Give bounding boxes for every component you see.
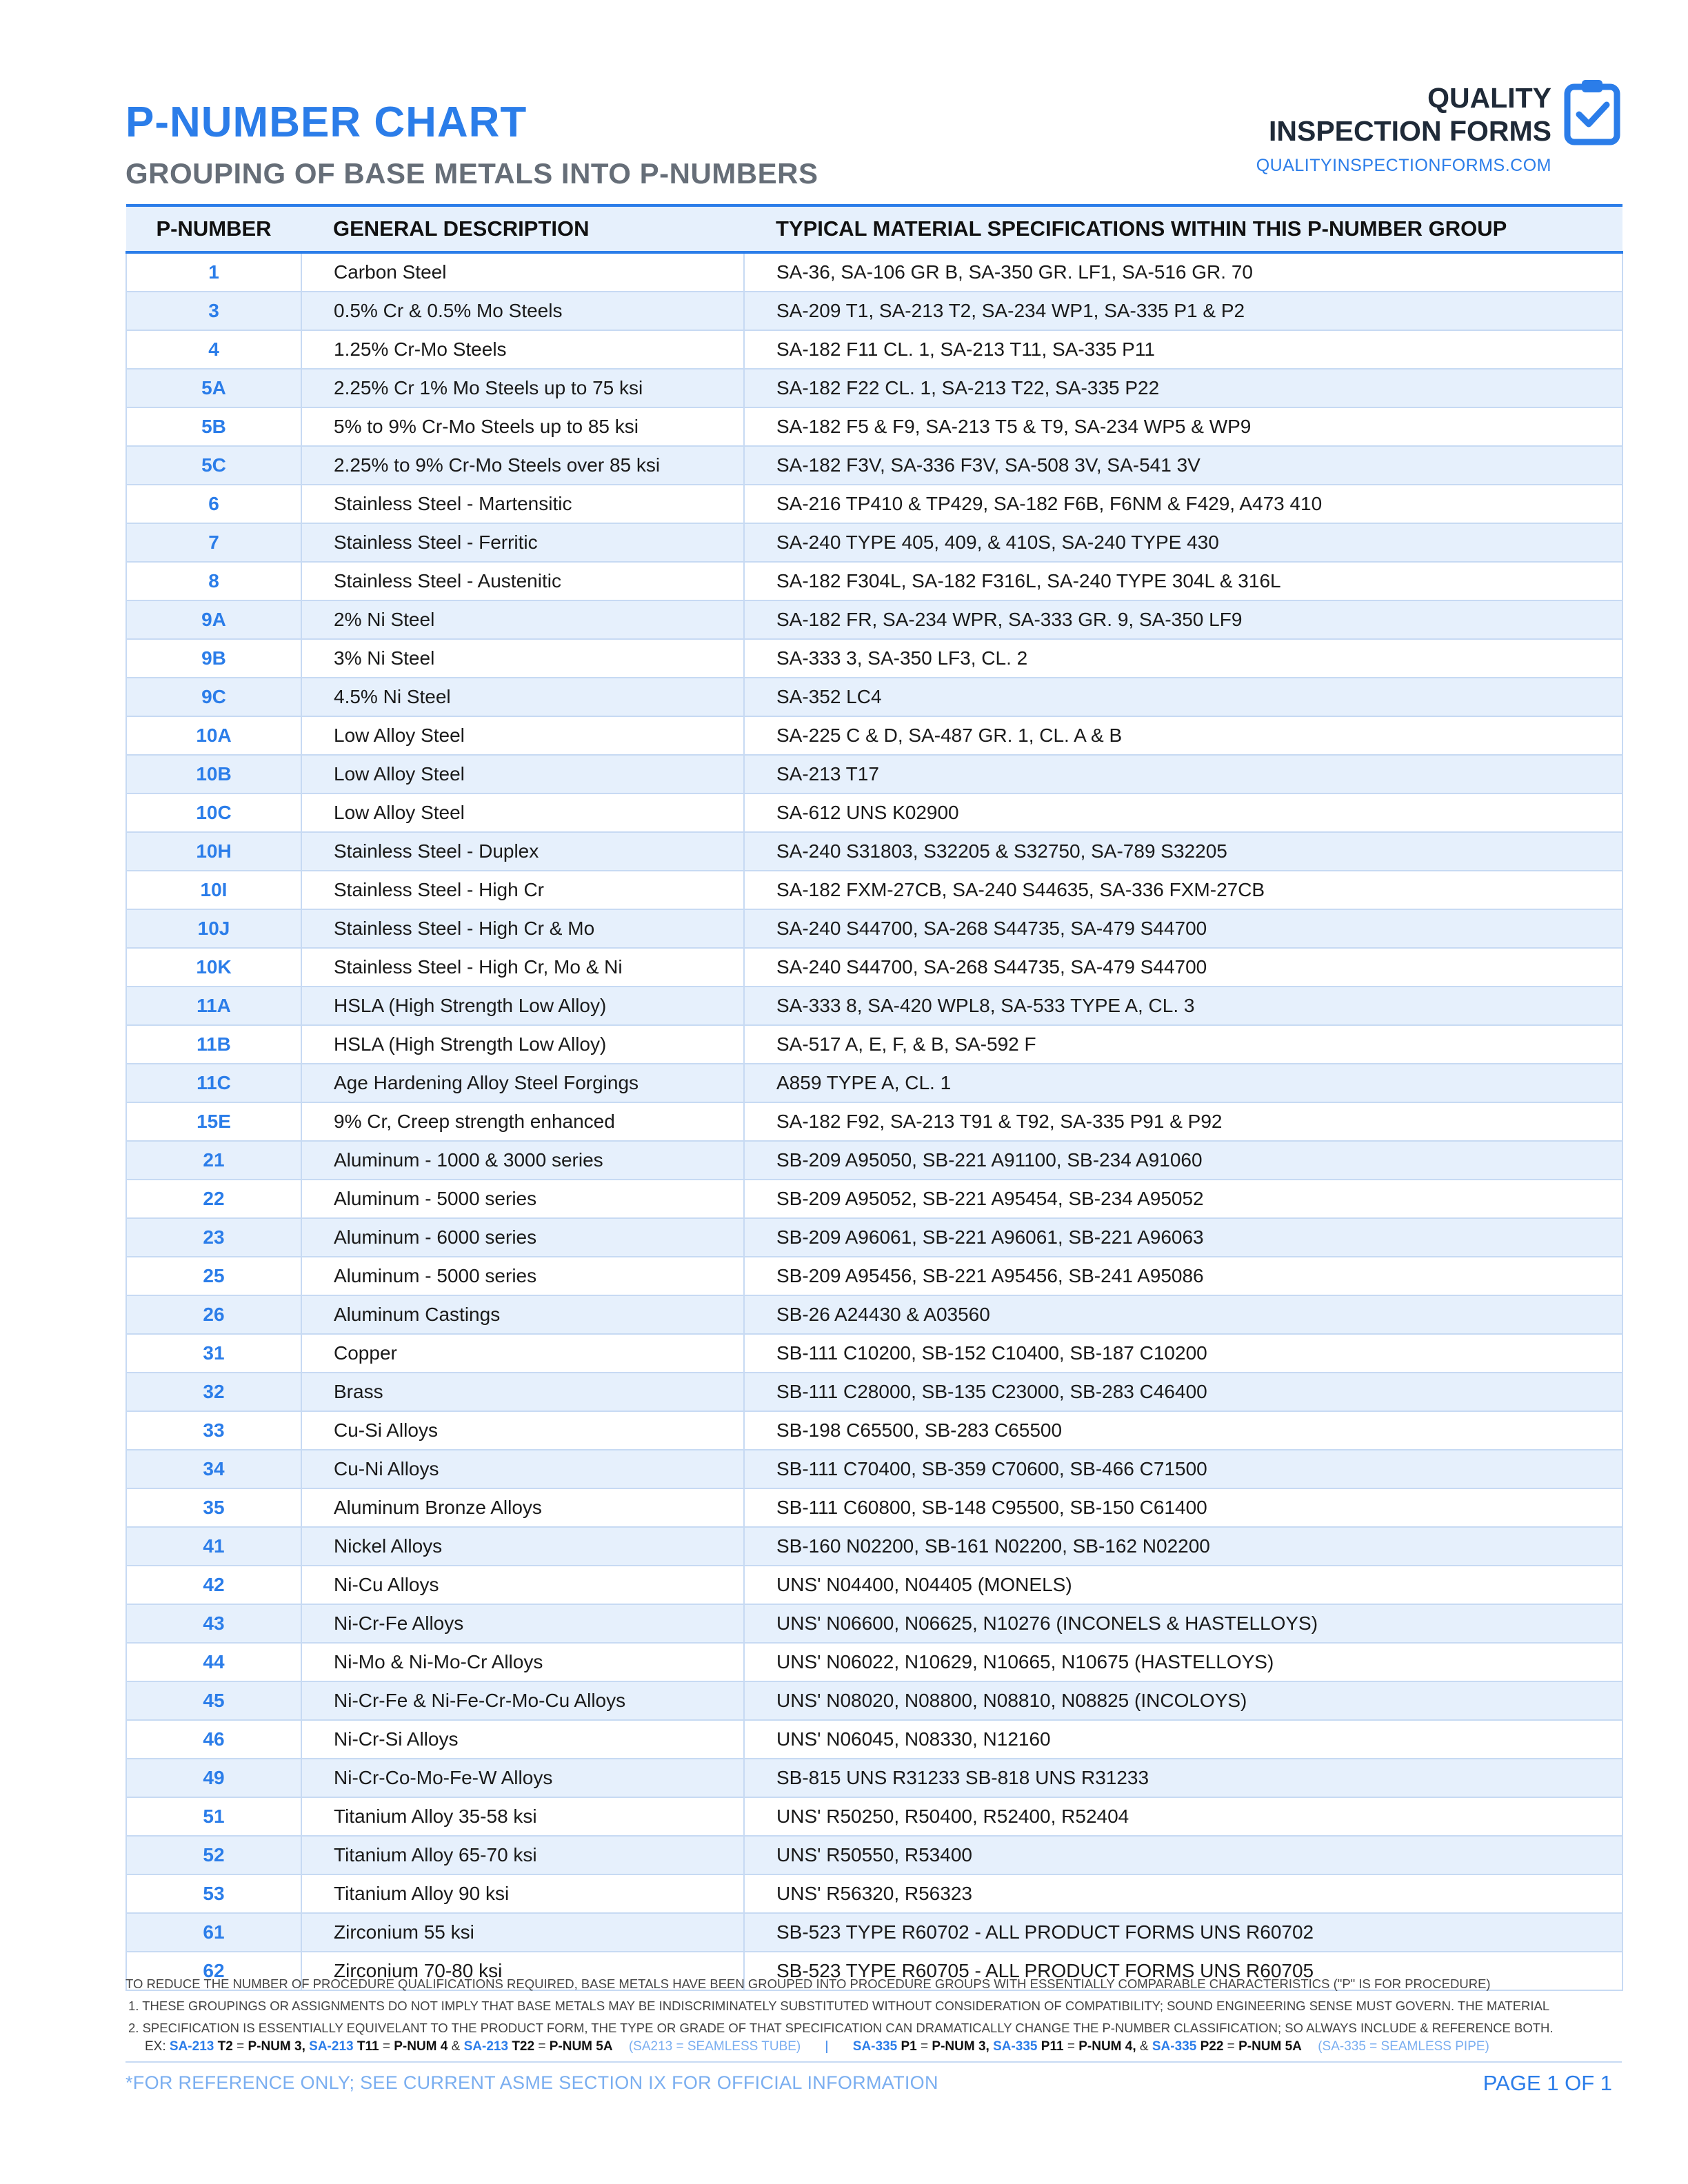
- specification-cell: SA-240 S31803, S32205 & S32750, SA-789 S32205: [744, 832, 1622, 871]
- description-cell: Aluminum - 6000 series: [301, 1218, 744, 1257]
- description-cell: Stainless Steel - High Cr: [301, 871, 744, 909]
- p-number-cell: 5C: [126, 446, 301, 485]
- specification-cell: SA-182 F304L, SA-182 F316L, SA-240 TYPE 304L & 316L: [744, 562, 1622, 600]
- description-cell: Ni-Cr-Co-Mo-Fe-W Alloys: [301, 1759, 744, 1797]
- specification-cell: SB-209 A95456, SB-221 A95456, SB-241 A95086: [744, 1257, 1622, 1295]
- p-number-cell: 15E: [126, 1102, 301, 1141]
- p-number-cell: 11A: [126, 987, 301, 1025]
- specification-cell: A859 TYPE A, CL. 1: [744, 1064, 1622, 1102]
- specification-cell: SA-517 A, E, F, & B, SA-592 F: [744, 1025, 1622, 1064]
- p-number-cell: 46: [126, 1720, 301, 1759]
- description-cell: Copper: [301, 1334, 744, 1373]
- description-cell: Ni-Cr-Si Alloys: [301, 1720, 744, 1759]
- specification-cell: SA-182 F3V, SA-336 F3V, SA-508 3V, SA-541 3V: [744, 446, 1622, 485]
- table-row: [126, 1373, 1622, 1411]
- description-cell: Aluminum Bronze Alloys: [301, 1488, 744, 1527]
- description-cell: Stainless Steel - Duplex: [301, 832, 744, 871]
- specification-cell: SA-182 FXM-27CB, SA-240 S44635, SA-336 FXM-27CB: [744, 871, 1622, 909]
- note-1: 1. THESE GROUPINGS OR ASSIGNMENTS DO NOT IMPLY THAT BASE METALS MAY BE INDISCRIMINATELY SUBSTITUTED WITHOUT CONSIDERATION OF COMPATIBILITY; SOUND ENGINEERING SENSE MUST GOVERN. THE MATERIAL: [128, 1999, 1550, 2013]
- description-cell: Ni-Cu Alloys: [301, 1566, 744, 1604]
- table-row: [126, 485, 1622, 523]
- p-number-cell: 10H: [126, 832, 301, 871]
- table-row: [126, 1797, 1622, 1836]
- table-row: [126, 1488, 1622, 1527]
- table-row: [126, 755, 1622, 793]
- p-number-cell: 49: [126, 1759, 301, 1797]
- specification-cell: SA-182 F5 & F9, SA-213 T5 & T9, SA-234 WP5 & WP9: [744, 407, 1622, 446]
- specification-cell: UNS' N04400, N04405 (MONELS): [744, 1566, 1622, 1604]
- p-number-cell: 44: [126, 1643, 301, 1681]
- table-row: [126, 1180, 1622, 1218]
- p-number-cell: 3: [126, 292, 301, 330]
- table-row: [126, 639, 1622, 678]
- p-number-cell: 25: [126, 1257, 301, 1295]
- p-number-cell: 45: [126, 1681, 301, 1720]
- specification-cell: UNS' N08020, N08800, N08810, N08825 (INCOLOYS): [744, 1681, 1622, 1720]
- description-cell: Stainless Steel - Ferritic: [301, 523, 744, 562]
- col-header-p-number: P-NUMBER: [126, 205, 301, 252]
- specification-cell: SA-240 S44700, SA-268 S44735, SA-479 S44700: [744, 909, 1622, 948]
- table-row: [126, 1836, 1622, 1874]
- p-number-cell: 9B: [126, 639, 301, 678]
- description-cell: HSLA (High Strength Low Alloy): [301, 987, 744, 1025]
- p-number-cell: 61: [126, 1913, 301, 1952]
- specification-cell: SA-240 S44700, SA-268 S44735, SA-479 S44700: [744, 948, 1622, 987]
- p-number-cell: 10B: [126, 755, 301, 793]
- p-number-cell: 11B: [126, 1025, 301, 1064]
- table-row: [126, 292, 1622, 330]
- p-number-table: [125, 204, 1623, 1991]
- table-row: [126, 1218, 1622, 1257]
- example-line: EX: SA-213 T2 = P-NUM 3, SA-213 T11 = P-NUM 4 & SA-213 T22 = P-NUM 5A (SA213 = SEAMLESS TUBE) | SA-335 P1 = P-NUM 3, SA-335 P11 = P-NUM 4, & SA-335 P22 = P-NUM 5A (SA-335 = SEAMLESS PIPE): [145, 2039, 1489, 2054]
- p-number-cell: 42: [126, 1566, 301, 1604]
- specification-cell: SA-612 UNS K02900: [744, 793, 1622, 832]
- table-row: [126, 1759, 1622, 1797]
- description-cell: Zirconium 70-80 ksi: [301, 1952, 744, 1990]
- table-row: [126, 1643, 1622, 1681]
- specification-cell: SB-209 A95050, SB-221 A91100, SB-234 A91060: [744, 1141, 1622, 1180]
- p-number-cell: 10A: [126, 716, 301, 755]
- p-number-cell: 43: [126, 1604, 301, 1643]
- specification-cell: SB-111 C70400, SB-359 C70600, SB-466 C71500: [744, 1450, 1622, 1488]
- p-number-cell: 8: [126, 562, 301, 600]
- description-cell: Brass: [301, 1373, 744, 1411]
- description-cell: Age Hardening Alloy Steel Forgings: [301, 1064, 744, 1102]
- description-cell: HSLA (High Strength Low Alloy): [301, 1025, 744, 1064]
- footer-divider: [125, 2061, 1622, 2063]
- description-cell: 2.25% Cr 1% Mo Steels up to 75 ksi: [301, 369, 744, 407]
- p-number-cell: 10J: [126, 909, 301, 948]
- p-number-cell: 5B: [126, 407, 301, 446]
- note-2: 2. SPECIFICATION IS ESSENTIALLY EQUIVELANT TO THE PRODUCT FORM, THE TYPE OR GRADE OF THAT SPECIFICATION CAN DRAMATICALLY CHANGE THE P-NUMBER CLASSIFICATION; SO ALWAYS INCLUDE & REFERENCE BOTH.: [128, 2021, 1554, 2035]
- specification-cell: SA-209 T1, SA-213 T2, SA-234 WP1, SA-335 P1 & P2: [744, 292, 1622, 330]
- p-number-cell: 5A: [126, 369, 301, 407]
- table-row: [126, 948, 1622, 987]
- description-cell: 9% Cr, Creep strength enhanced: [301, 1102, 744, 1141]
- specification-cell: SB-160 N02200, SB-161 N02200, SB-162 N02200: [744, 1527, 1622, 1566]
- description-cell: 2.25% to 9% Cr-Mo Steels over 85 ksi: [301, 446, 744, 485]
- specification-cell: SA-36, SA-106 GR B, SA-350 GR. LF1, SA-516 GR. 70: [744, 252, 1622, 292]
- table-row: [126, 793, 1622, 832]
- description-cell: Zirconium 55 ksi: [301, 1913, 744, 1952]
- p-number-cell: 35: [126, 1488, 301, 1527]
- table-row: [126, 1604, 1622, 1643]
- specification-cell: SB-111 C28000, SB-135 C23000, SB-283 C46400: [744, 1373, 1622, 1411]
- specification-cell: SB-209 A95052, SB-221 A95454, SB-234 A95052: [744, 1180, 1622, 1218]
- description-cell: 5% to 9% Cr-Mo Steels up to 85 ksi: [301, 407, 744, 446]
- page-subtitle: GROUPING OF BASE METALS INTO P-NUMBERS: [125, 157, 818, 190]
- description-cell: Ni-Cr-Fe Alloys: [301, 1604, 744, 1643]
- description-cell: Titanium Alloy 35-58 ksi: [301, 1797, 744, 1836]
- table-row: [126, 1450, 1622, 1488]
- p-number-cell: 23: [126, 1218, 301, 1257]
- description-cell: Aluminum - 1000 & 3000 series: [301, 1141, 744, 1180]
- description-cell: Nickel Alloys: [301, 1527, 744, 1566]
- table-row: [126, 1411, 1622, 1450]
- table-row: [126, 1102, 1622, 1141]
- brand-name: QUALITY INSPECTION FORMS: [1268, 82, 1551, 147]
- specification-cell: SA-216 TP410 & TP429, SA-182 F6B, F6NM & F429, A473 410: [744, 485, 1622, 523]
- notes: [125, 1973, 1629, 2039]
- p-number-cell: 9A: [126, 600, 301, 639]
- p-number-cell: 51: [126, 1797, 301, 1836]
- specification-cell: SA-213 T17: [744, 755, 1622, 793]
- p-number-cell: 1: [126, 252, 301, 292]
- p-number-cell: 10I: [126, 871, 301, 909]
- specification-cell: SA-352 LC4: [744, 678, 1622, 716]
- p-number-cell: 4: [126, 330, 301, 369]
- table-row: [126, 1527, 1622, 1566]
- specification-cell: SB-198 C65500, SB-283 C65500: [744, 1411, 1622, 1450]
- description-cell: Stainless Steel - High Cr, Mo & Ni: [301, 948, 744, 987]
- specification-cell: SA-240 TYPE 405, 409, & 410S, SA-240 TYPE 430: [744, 523, 1622, 562]
- table-row: [126, 1874, 1622, 1913]
- table-row: [126, 832, 1622, 871]
- p-number-cell: 32: [126, 1373, 301, 1411]
- specification-cell: SB-111 C10200, SB-152 C10400, SB-187 C10200: [744, 1334, 1622, 1373]
- table-row: [126, 1913, 1622, 1952]
- description-cell: Carbon Steel: [301, 252, 744, 292]
- table-row: [126, 716, 1622, 755]
- p-number-cell: 53: [126, 1874, 301, 1913]
- p-number-cell: 62: [126, 1952, 301, 1990]
- specification-cell: SB-26 A24430 & A03560: [744, 1295, 1622, 1334]
- description-cell: Stainless Steel - Martensitic: [301, 485, 744, 523]
- description-cell: Cu-Ni Alloys: [301, 1450, 744, 1488]
- clipboard-check-icon: [1564, 77, 1620, 146]
- specification-cell: SA-225 C & D, SA-487 GR. 1, CL. A & B: [744, 716, 1622, 755]
- description-cell: Low Alloy Steel: [301, 793, 744, 832]
- table-body: [126, 252, 1622, 1990]
- table-row: [126, 1295, 1622, 1334]
- p-number-cell: 7: [126, 523, 301, 562]
- table-row: [126, 252, 1622, 292]
- specification-cell: SB-815 UNS R31233 SB-818 UNS R31233: [744, 1759, 1622, 1797]
- notes-intro: TO REDUCE THE NUMBER OF PROCEDURE QUALIFICATIONS REQUIRED, BASE METALS HAVE BEEN GROUPED INTO PROCEDURE GROUPS WITH ESSENTIALLY COMPARABLE CHARACTERISTICS ("P" IS FOR PROCEDURE): [125, 1976, 1491, 1991]
- description-cell: 4.5% Ni Steel: [301, 678, 744, 716]
- description-cell: Stainless Steel - High Cr & Mo: [301, 909, 744, 948]
- p-number-cell: 6: [126, 485, 301, 523]
- table-row: [126, 871, 1622, 909]
- specification-cell: UNS' N06045, N08330, N12160: [744, 1720, 1622, 1759]
- table-row: [126, 600, 1622, 639]
- description-cell: Titanium Alloy 65-70 ksi: [301, 1836, 744, 1874]
- p-number-cell: 26: [126, 1295, 301, 1334]
- p-number-cell: 52: [126, 1836, 301, 1874]
- table-row: [126, 1064, 1622, 1102]
- description-cell: 2% Ni Steel: [301, 600, 744, 639]
- description-cell: Low Alloy Steel: [301, 716, 744, 755]
- specification-cell: SA-182 FR, SA-234 WPR, SA-333 GR. 9, SA-350 LF9: [744, 600, 1622, 639]
- specification-cell: SB-523 TYPE R60705 - ALL PRODUCT FORMS UNS R60705: [744, 1952, 1622, 1990]
- description-cell: Aluminum - 5000 series: [301, 1180, 744, 1218]
- description-cell: Stainless Steel - Austenitic: [301, 562, 744, 600]
- description-cell: Titanium Alloy 90 ksi: [301, 1874, 744, 1913]
- table-row: [126, 446, 1622, 485]
- page-number: PAGE 1 OF 1: [1483, 2071, 1612, 2095]
- table-row: [126, 1025, 1622, 1064]
- table-row: [126, 1141, 1622, 1180]
- col-header-specifications: TYPICAL MATERIAL SPECIFICATIONS WITHIN THIS P-NUMBER GROUP: [744, 205, 1622, 252]
- specification-cell: SB-523 TYPE R60702 - ALL PRODUCT FORMS UNS R60702: [744, 1913, 1622, 1952]
- p-number-cell: 31: [126, 1334, 301, 1373]
- p-number-cell: 22: [126, 1180, 301, 1218]
- table-row: [126, 1720, 1622, 1759]
- table-row: [126, 330, 1622, 369]
- specification-cell: SA-333 8, SA-420 WPL8, SA-533 TYPE A, CL. 3: [744, 987, 1622, 1025]
- specification-cell: SB-209 A96061, SB-221 A96061, SB-221 A96063: [744, 1218, 1622, 1257]
- table-row: [126, 987, 1622, 1025]
- p-number-cell: 9C: [126, 678, 301, 716]
- table-header-row: [126, 205, 1622, 252]
- specification-cell: SA-182 F11 CL. 1, SA-213 T11, SA-335 P11: [744, 330, 1622, 369]
- p-number-cell: 10C: [126, 793, 301, 832]
- table-row: [126, 1257, 1622, 1295]
- description-cell: Cu-Si Alloys: [301, 1411, 744, 1450]
- table-row: [126, 678, 1622, 716]
- page-title: P-NUMBER CHART: [125, 99, 528, 146]
- description-cell: Ni-Cr-Fe & Ni-Fe-Cr-Mo-Cu Alloys: [301, 1681, 744, 1720]
- p-number-cell: 11C: [126, 1064, 301, 1102]
- brand-url-link[interactable]: QUALITYINSPECTIONFORMS.COM: [1256, 156, 1551, 175]
- specification-cell: SA-182 F92, SA-213 T91 & T92, SA-335 P91 & P92: [744, 1102, 1622, 1141]
- p-number-cell: 10K: [126, 948, 301, 987]
- table-row: [126, 562, 1622, 600]
- col-header-description: GENERAL DESCRIPTION: [301, 205, 744, 252]
- description-cell: Ni-Mo & Ni-Mo-Cr Alloys: [301, 1643, 744, 1681]
- description-cell: Low Alloy Steel: [301, 755, 744, 793]
- p-number-cell: 21: [126, 1141, 301, 1180]
- specification-cell: UNS' N06022, N10629, N10665, N10675 (HASTELLOYS): [744, 1643, 1622, 1681]
- brand-logo[interactable]: [1207, 77, 1620, 181]
- p-number-cell: 33: [126, 1411, 301, 1450]
- specification-cell: SA-333 3, SA-350 LF3, CL. 2: [744, 639, 1622, 678]
- description-cell: Aluminum - 5000 series: [301, 1257, 744, 1295]
- table-row: [126, 1681, 1622, 1720]
- table-row: [126, 909, 1622, 948]
- description-cell: 3% Ni Steel: [301, 639, 744, 678]
- specification-cell: UNS' N06600, N06625, N10276 (INCONELS & HASTELLOYS): [744, 1604, 1622, 1643]
- description-cell: Aluminum Castings: [301, 1295, 744, 1334]
- p-number-cell: 34: [126, 1450, 301, 1488]
- description-cell: 0.5% Cr & 0.5% Mo Steels: [301, 292, 744, 330]
- disclaimer: *FOR REFERENCE ONLY; SEE CURRENT ASME SECTION IX FOR OFFICIAL INFORMATION: [125, 2072, 938, 2093]
- specification-cell: UNS' R50550, R53400: [744, 1836, 1622, 1874]
- table-row: [126, 407, 1622, 446]
- specification-cell: UNS' R50250, R50400, R52400, R52404: [744, 1797, 1622, 1836]
- specification-cell: SB-111 C60800, SB-148 C95500, SB-150 C61400: [744, 1488, 1622, 1527]
- table-row: [126, 523, 1622, 562]
- description-cell: 1.25% Cr-Mo Steels: [301, 330, 744, 369]
- table-row: [126, 1566, 1622, 1604]
- specification-cell: SA-182 F22 CL. 1, SA-213 T22, SA-335 P22: [744, 369, 1622, 407]
- table-row: [126, 1334, 1622, 1373]
- specification-cell: UNS' R56320, R56323: [744, 1874, 1622, 1913]
- p-number-cell: 41: [126, 1527, 301, 1566]
- table-row: [126, 369, 1622, 407]
